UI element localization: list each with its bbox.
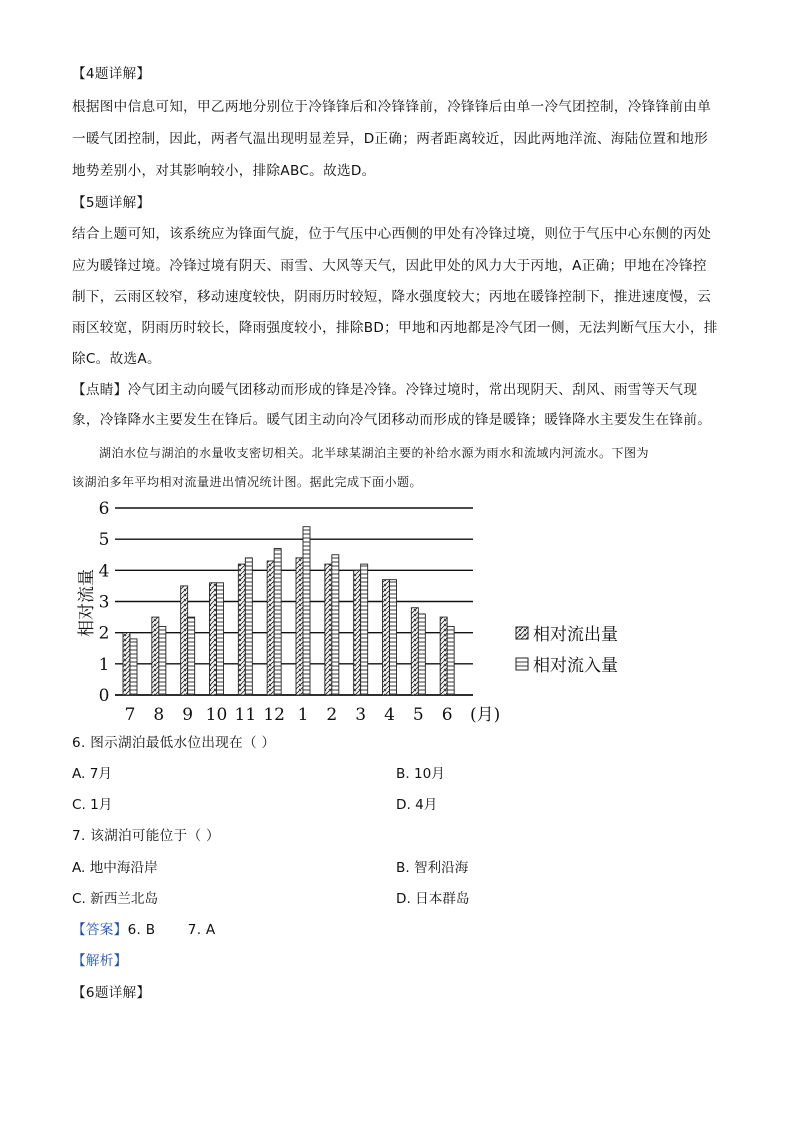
q4-paragraph-line-2: 一暖气团控制，因此，两者气温出现明显差异，D正确；两者距离较近，因此两地洋流、海陆位置和地形	[72, 131, 708, 147]
y-tick-label: 4	[98, 561, 110, 582]
q7-option-c[interactable]: C. 新西兰北岛	[72, 891, 159, 907]
q5-paragraph-line-3: 制下，云雨区较窄，移动速度较快，阴雨历时较短，降水强度较大；丙地在暖锋控制下，推进速度慢，云	[72, 289, 712, 305]
y-tick-label: 2	[98, 623, 110, 644]
bar-outflow-1	[296, 558, 303, 695]
bar-inflow-4	[390, 580, 397, 695]
x-tick-label: 7	[124, 705, 136, 725]
bar-outflow-9	[181, 586, 188, 695]
x-tick-label: 10	[205, 705, 228, 725]
answer-label: 【答案】	[72, 922, 128, 938]
heading-q4-detail: 【4题详解】	[72, 66, 151, 82]
legend-label-inflow: 相对流入量	[533, 656, 618, 676]
analysis-label: 【解析】	[72, 953, 128, 969]
bar-inflow-5	[418, 614, 425, 695]
intro-line-2: 该湖泊多年平均相对流量进出情况统计图。据此完成下面小题。	[72, 475, 423, 489]
x-axis-unit-label: (月)	[470, 705, 501, 725]
bar-inflow-11	[245, 558, 252, 695]
bar-inflow-1	[303, 527, 310, 695]
intro-line-1: 湖泊水位与湖泊的水量收支密切相关。北半球某湖泊主要的补给水源为雨水和流域内河流水。下图为	[99, 446, 650, 460]
legend-swatch-outflow	[516, 627, 528, 639]
q6-option-a[interactable]: A. 7月	[72, 766, 112, 782]
q7-option-d[interactable]: D. 日本群岛	[396, 891, 470, 907]
x-tick-label: 6	[441, 705, 453, 725]
q7-option-b[interactable]: B. 智利沿海	[396, 860, 469, 876]
chart-legend	[516, 625, 618, 676]
q5-paragraph-line-2: 应为暖锋过境。冷锋过境有阴天、雨雪、大风等天气，因此甲处的风力大于丙地，A正确；甲地在冷锋控	[72, 258, 707, 274]
y-tick-label: 3	[98, 592, 110, 613]
bar-inflow-9	[188, 617, 195, 695]
bar-inflow-10	[217, 583, 224, 695]
heading-q6-detail: 【6题详解】	[72, 985, 151, 1001]
q6-option-d[interactable]: D. 4月	[396, 797, 438, 813]
bar-outflow-12	[267, 561, 274, 695]
x-tick-label: 8	[153, 705, 165, 725]
heading-q5-detail: 【5题详解】	[72, 195, 151, 211]
bar-outflow-10	[210, 583, 217, 695]
bar-inflow-3	[361, 564, 368, 695]
answer-text: 6. B 7. A	[127, 922, 216, 938]
x-tick-label: 12	[263, 705, 285, 725]
bar-outflow-8	[152, 617, 159, 695]
y-tick-label: 1	[98, 654, 110, 675]
bar-inflow-7	[130, 639, 137, 695]
tip-line-1: 【点睛】冷气团主动向暖气团移动而形成的锋是冷锋。冷锋过境时，常出现阴天、刮风、雨雪等天气现	[72, 382, 698, 398]
tip-line-2: 象，冷锋降水主要发生在锋后。暖气团主动向冷气团移动而形成的锋是暖锋；暖锋降水主要发生在锋前。	[72, 412, 712, 428]
y-tick-label: 5	[98, 530, 110, 551]
bar-outflow-3	[354, 570, 361, 695]
q6-option-b[interactable]: B. 10月	[396, 766, 445, 782]
bar-inflow-2	[332, 555, 339, 695]
q5-paragraph-line-1: 结合上题可知，该系统应为锋面气旋，位于气压中心西侧的甲处有冷锋过境，则位于气压中心东侧的丙处	[72, 226, 712, 242]
q5-paragraph-line-5: 除C。故选A。	[72, 351, 161, 367]
q6-option-c[interactable]: C. 1月	[72, 797, 113, 813]
x-tick-label: 5	[412, 705, 424, 725]
x-tick-label: 9	[182, 705, 194, 725]
x-tick-label: 2	[326, 705, 338, 725]
question-7: 7. 该湖泊可能位于（ ）	[72, 828, 220, 844]
bar-inflow-6	[447, 626, 454, 695]
question-6: 6. 图示湖泊最低水位出现在（ ）	[72, 735, 276, 751]
bar-inflow-12	[274, 549, 281, 695]
legend-swatch-inflow	[516, 658, 528, 670]
q7-option-a[interactable]: A. 地中海沿岸	[72, 860, 158, 876]
bar-outflow-11	[238, 564, 245, 695]
x-tick-label: 11	[234, 705, 257, 725]
q4-paragraph-line-3: 地势差别小，对其影响较小，排除ABC。故选D。	[72, 163, 376, 179]
bar-outflow-5	[411, 608, 418, 695]
y-tick-label: 0	[98, 686, 110, 706]
y-axis-label: 相对流量	[77, 569, 97, 637]
bar-inflow-8	[159, 626, 166, 695]
x-tick-label: 3	[355, 705, 367, 725]
legend-label-outflow: 相对流出量	[533, 625, 618, 645]
x-tick-label: 4	[384, 705, 395, 725]
bar-outflow-6	[440, 617, 447, 695]
x-tick-label: 1	[297, 705, 309, 725]
answer-row	[72, 920, 216, 940]
bar-outflow-2	[325, 564, 332, 695]
bar-outflow-7	[123, 633, 130, 695]
y-tick-label: 6	[98, 499, 110, 519]
q4-paragraph-line-1: 根据图中信息可知，甲乙两地分别位于冷锋锋后和冷锋锋前，冷锋锋后由单一冷气团控制，冷锋锋前由单	[72, 99, 712, 115]
q5-paragraph-line-4: 雨区较宽，阴雨历时较长，降雨强度较小，排除BD；甲地和丙地都是冷气团一侧，无法判断气压大小，排	[72, 320, 718, 336]
bar-outflow-4	[383, 580, 390, 695]
